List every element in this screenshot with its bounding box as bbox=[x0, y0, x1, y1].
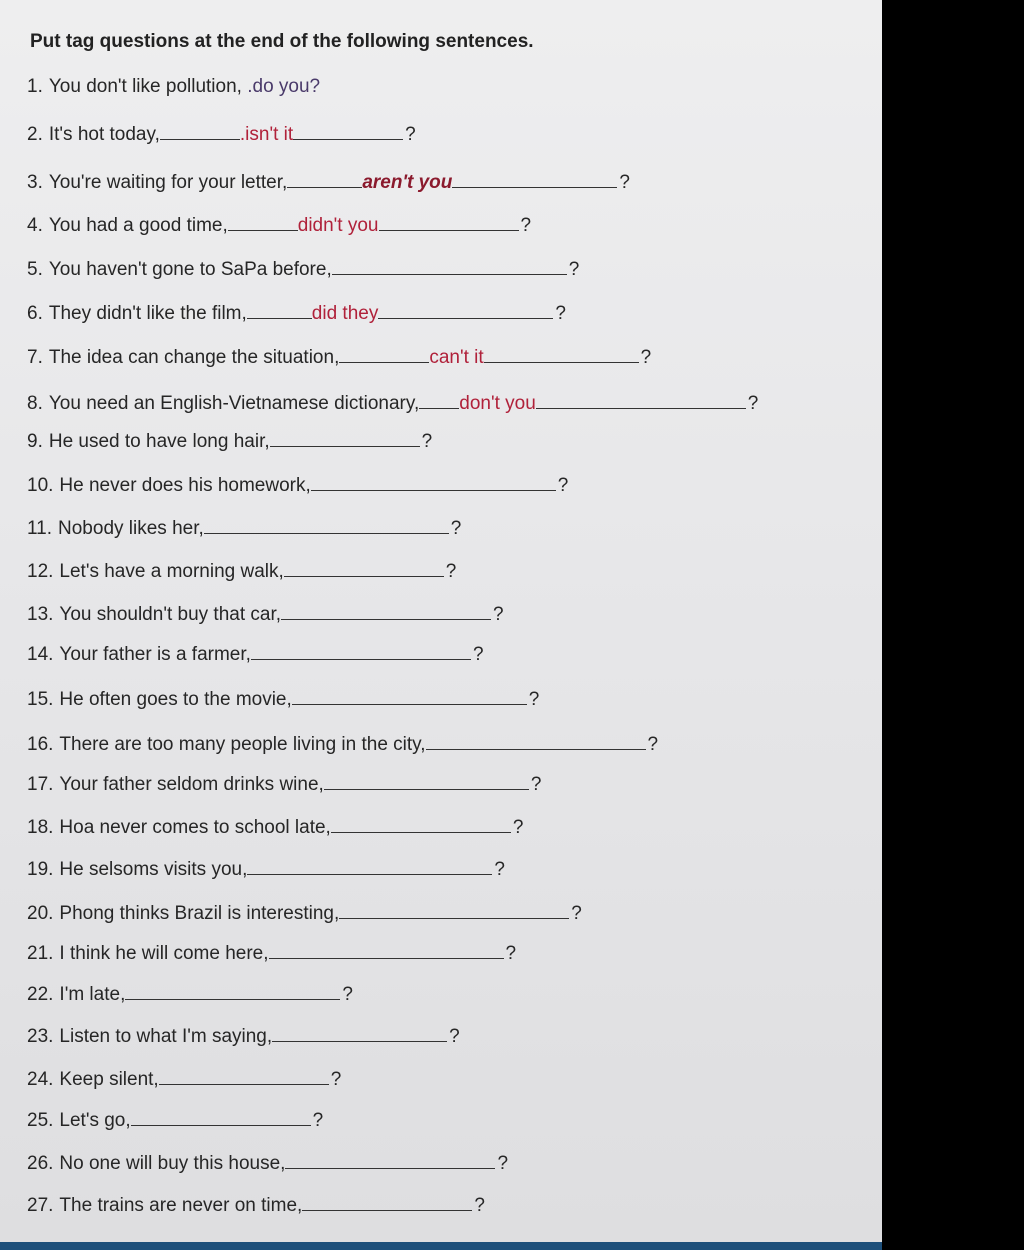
question-text: Let's have a morning walk, bbox=[59, 561, 284, 582]
question-line bbox=[27, 1107, 323, 1133]
answer-blank[interactable] bbox=[302, 1192, 472, 1211]
question-text: You shouldn't buy that car, bbox=[59, 604, 282, 625]
answer-blank[interactable] bbox=[484, 344, 639, 363]
question-text: Keep silent, bbox=[59, 1069, 159, 1090]
answer-blank[interactable] bbox=[339, 900, 569, 919]
question-number: 22. bbox=[27, 984, 54, 1005]
answer-blank[interactable] bbox=[251, 641, 471, 660]
question-line bbox=[27, 900, 582, 926]
answer-blank[interactable] bbox=[331, 814, 511, 833]
question-mark: ? bbox=[494, 859, 505, 880]
answer-blank[interactable] bbox=[292, 686, 527, 705]
answer-blank[interactable] bbox=[339, 344, 429, 363]
bottom-edge-strip bbox=[0, 1242, 882, 1250]
question-line bbox=[27, 169, 630, 195]
question-text: I'm late, bbox=[59, 984, 126, 1005]
question-mark: ? bbox=[474, 1195, 485, 1216]
question-line bbox=[27, 856, 505, 882]
answer-blank[interactable] bbox=[332, 256, 567, 275]
question-mark: ? bbox=[568, 259, 580, 280]
question-text: He often goes to the movie, bbox=[59, 689, 292, 710]
question-number: 20. bbox=[27, 903, 54, 924]
question-line bbox=[27, 981, 353, 1007]
answer-blank[interactable] bbox=[160, 121, 240, 140]
question-mark: ? bbox=[647, 734, 659, 755]
tag-answer: can't it bbox=[429, 347, 484, 368]
question-mark: ? bbox=[445, 561, 457, 582]
question-number: 11. bbox=[27, 518, 53, 539]
tag-answer: didn't you bbox=[297, 215, 379, 236]
question-mark: ? bbox=[520, 215, 532, 236]
question-line bbox=[27, 121, 416, 147]
answer-blank[interactable] bbox=[287, 169, 362, 188]
question-number: 18. bbox=[27, 817, 54, 838]
answer-blank[interactable] bbox=[378, 300, 553, 319]
question-line bbox=[27, 300, 566, 326]
question-mark: ? bbox=[449, 1026, 460, 1047]
question-mark: ? bbox=[619, 172, 630, 193]
question-line bbox=[27, 1150, 508, 1176]
question-mark: ? bbox=[472, 644, 484, 665]
question-text: Phong thinks Brazil is interesting, bbox=[59, 903, 340, 924]
question-line bbox=[27, 940, 516, 966]
question-mark: ? bbox=[555, 303, 566, 324]
question-number: 25. bbox=[27, 1110, 54, 1131]
question-text: The idea can change the situation, bbox=[48, 347, 340, 368]
question-mark: ? bbox=[342, 984, 353, 1005]
question-mark: ? bbox=[405, 124, 416, 145]
question-line bbox=[27, 731, 658, 757]
question-text: I think he will come here, bbox=[59, 943, 269, 964]
question-number: 10. bbox=[27, 475, 54, 496]
question-number: 23. bbox=[27, 1026, 54, 1047]
question-number: 1. bbox=[27, 76, 43, 97]
question-mark: ? bbox=[528, 689, 540, 710]
question-text: He used to have long hair, bbox=[48, 431, 270, 452]
question-text: No one will buy this house, bbox=[59, 1153, 286, 1174]
question-text: They didn't like the film, bbox=[48, 303, 247, 324]
answer-blank[interactable] bbox=[228, 212, 298, 231]
answer-blank[interactable] bbox=[284, 558, 444, 577]
answer-blank[interactable] bbox=[247, 856, 492, 875]
question-line bbox=[27, 212, 531, 238]
question-number: 12. bbox=[27, 561, 54, 582]
question-line bbox=[27, 428, 432, 454]
question-number: 27. bbox=[27, 1195, 54, 1216]
question-number: 4. bbox=[27, 215, 43, 236]
question-text: He selsoms visits you, bbox=[59, 859, 248, 880]
answer-blank[interactable] bbox=[285, 1150, 495, 1169]
question-text: You're waiting for your letter, bbox=[48, 172, 288, 193]
tag-answer: .isn't it bbox=[239, 124, 294, 145]
question-text: You haven't gone to SaPa before, bbox=[48, 259, 332, 280]
question-number: 21. bbox=[27, 943, 54, 964]
question-mark: ? bbox=[530, 774, 542, 795]
question-mark: ? bbox=[505, 943, 517, 964]
question-number: 8. bbox=[27, 393, 43, 414]
answer-blank[interactable] bbox=[379, 212, 519, 231]
question-line bbox=[27, 472, 568, 498]
question-line bbox=[27, 75, 320, 99]
question-number: 14. bbox=[27, 644, 54, 665]
answer-blank[interactable] bbox=[269, 940, 504, 959]
question-line bbox=[27, 390, 758, 416]
answer-blank[interactable] bbox=[536, 390, 746, 409]
question-number: 7. bbox=[27, 347, 43, 368]
question-number: 17. bbox=[27, 774, 54, 795]
question-line bbox=[27, 814, 523, 840]
question-mark: ? bbox=[450, 518, 462, 539]
answer-blank[interactable] bbox=[204, 515, 449, 534]
question-line bbox=[27, 601, 504, 627]
answer-blank[interactable] bbox=[270, 428, 420, 447]
question-line bbox=[27, 558, 456, 584]
answer-blank[interactable] bbox=[426, 731, 646, 750]
question-mark: ? bbox=[330, 1069, 342, 1090]
question-text: There are too many people living in the city, bbox=[59, 734, 426, 755]
question-mark: ? bbox=[571, 903, 582, 924]
question-number: 6. bbox=[27, 303, 43, 324]
question-text: Let's go, bbox=[59, 1110, 131, 1131]
question-number: 13. bbox=[27, 604, 54, 625]
question-number: 2. bbox=[27, 124, 43, 145]
question-line bbox=[27, 771, 541, 797]
question-line bbox=[27, 1066, 341, 1092]
tag-answer: aren't you bbox=[362, 172, 453, 193]
answer-blank[interactable] bbox=[452, 169, 617, 188]
answer-blank[interactable] bbox=[281, 601, 491, 620]
question-mark: ? bbox=[640, 347, 652, 368]
question-number: 19. bbox=[27, 859, 54, 880]
question-number: 3. bbox=[27, 172, 43, 193]
answer-blank[interactable] bbox=[311, 472, 556, 491]
question-text: Your father is a farmer, bbox=[59, 644, 251, 665]
question-number: 5. bbox=[27, 259, 43, 280]
question-text: Nobody likes her, bbox=[58, 518, 204, 539]
question-line bbox=[27, 686, 539, 712]
question-number: 15. bbox=[27, 689, 54, 710]
tag-answer: .do you? bbox=[247, 76, 321, 97]
question-text: Your father seldom drinks wine, bbox=[59, 774, 324, 795]
question-text: It's hot today, bbox=[48, 124, 160, 145]
question-mark: ? bbox=[312, 1110, 324, 1131]
question-text: You don't like pollution, bbox=[48, 76, 248, 97]
question-line bbox=[27, 344, 651, 370]
answer-blank[interactable] bbox=[293, 121, 403, 140]
question-number: 24. bbox=[27, 1069, 54, 1090]
question-text: He never does his homework, bbox=[59, 475, 311, 496]
question-mark: ? bbox=[747, 393, 759, 414]
question-text: You had a good time, bbox=[48, 215, 228, 236]
question-mark: ? bbox=[497, 1153, 509, 1174]
question-text: Hoa never comes to school late, bbox=[59, 817, 331, 838]
question-line bbox=[27, 641, 484, 667]
question-line bbox=[27, 1023, 460, 1049]
question-text: Listen to what I'm saying, bbox=[59, 1026, 273, 1047]
question-mark: ? bbox=[512, 817, 524, 838]
answer-blank[interactable] bbox=[324, 771, 529, 790]
answer-blank[interactable] bbox=[131, 1107, 311, 1126]
question-number: 16. bbox=[27, 734, 54, 755]
answer-blank[interactable] bbox=[247, 300, 312, 319]
question-mark: ? bbox=[493, 604, 504, 625]
answer-blank[interactable] bbox=[125, 981, 340, 1000]
worksheet-title: Put tag questions at the end of the following sentences. bbox=[30, 31, 534, 52]
question-mark: ? bbox=[557, 475, 569, 496]
question-text: You need an English-Vietnamese dictionary, bbox=[48, 393, 420, 414]
question-number: 9. bbox=[27, 431, 43, 452]
tag-answer: don't you bbox=[459, 393, 536, 414]
tag-answer: did they bbox=[311, 303, 379, 324]
question-number: 26. bbox=[27, 1153, 54, 1174]
answer-blank[interactable] bbox=[159, 1066, 329, 1085]
answer-blank[interactable] bbox=[272, 1023, 447, 1042]
question-line bbox=[27, 256, 579, 282]
question-text: The trains are never on time, bbox=[59, 1195, 303, 1216]
question-line bbox=[27, 515, 461, 541]
question-mark: ? bbox=[421, 431, 433, 452]
answer-blank[interactable] bbox=[419, 390, 459, 409]
question-line bbox=[27, 1192, 485, 1218]
